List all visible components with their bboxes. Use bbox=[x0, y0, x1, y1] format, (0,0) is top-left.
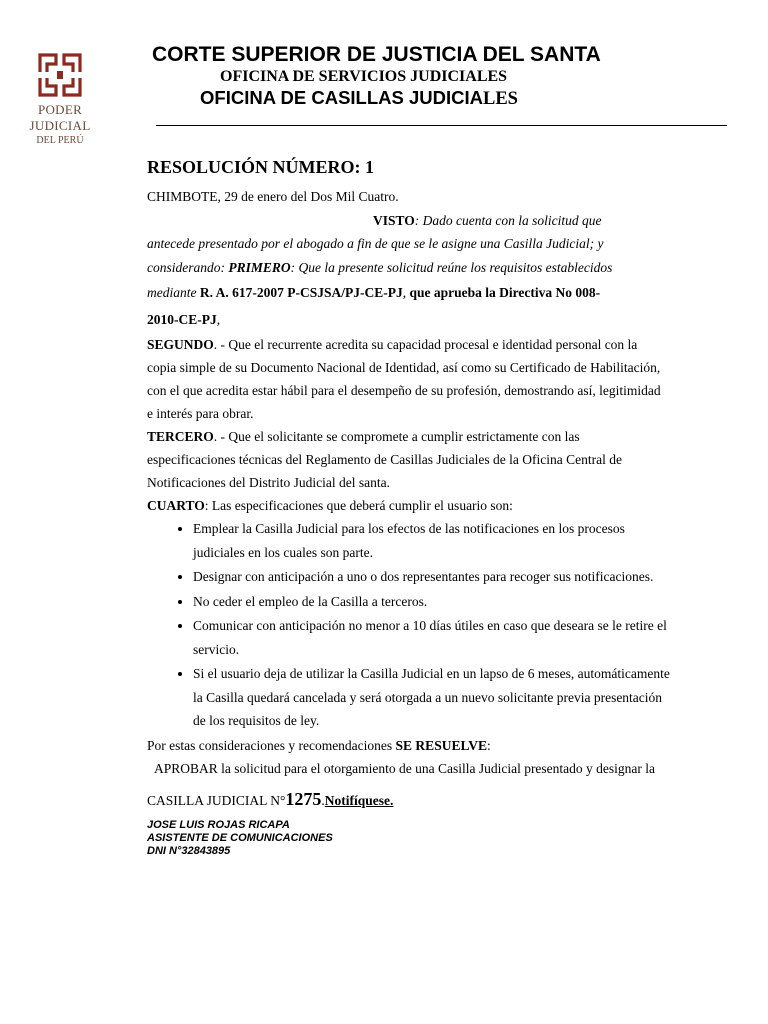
list-item-line: Designar con anticipación a uno o dos representantes para recoger sus notificaciones. bbox=[193, 569, 654, 584]
primero-label: PRIMERO bbox=[228, 259, 291, 275]
directiva-comma: , bbox=[216, 312, 221, 327]
list-item bbox=[193, 662, 702, 733]
segundo-line-1: . - Que el recurrente acredita su capacidad procesal e identidad personal con la bbox=[213, 337, 638, 352]
directiva-end-line bbox=[147, 306, 702, 333]
tercero-line-1: . - Que el solicitante se compromete a cumplir estrictamente con las bbox=[213, 429, 580, 444]
list-item bbox=[193, 517, 702, 564]
directiva-end: 2010-CE-PJ bbox=[147, 312, 217, 327]
resolution-body bbox=[147, 155, 702, 858]
antecede-line: antecede presentado por el abogado a fin de que se le asigne una Casilla Judicial; y bbox=[147, 236, 604, 251]
resolution-title: RESOLUCIÓN NÚMERO: 1 bbox=[147, 157, 375, 177]
segundo-line-3: con el que acredita estar hábil para el desempeño de su profesión, demostrando así, legitimidad bbox=[147, 383, 661, 398]
unit-heading-main: OFICINA DE CASILLAS JUDICIA bbox=[200, 87, 483, 108]
signer-position: ASISTENTE DE COMUNICACIONES bbox=[147, 832, 333, 844]
segundo-paragraph bbox=[147, 333, 702, 425]
visto-text: : Dado cuenta con la solicitud que bbox=[414, 212, 602, 228]
notifiquese: Notifíquese. bbox=[324, 793, 394, 808]
place-date: CHIMBOTE, 29 de enero del Dos Mil Cuatro. bbox=[147, 189, 399, 204]
primero-text: : Que la presente solicitud reúne los requisitos establecidos bbox=[290, 259, 613, 275]
casilla-label: CASILLA JUDICIAL N° bbox=[147, 793, 286, 808]
cuarto-line bbox=[147, 494, 702, 517]
aprobar-line: APROBAR la solicitud para el otorgamiento de una Casilla Judicial presentado y designar la bbox=[154, 760, 656, 776]
list-item-line: de los requisitos de ley. bbox=[193, 713, 320, 728]
mediante-text: mediante bbox=[147, 285, 200, 300]
visto-label: VISTO bbox=[373, 212, 415, 228]
list-item-line: Comunicar con anticipación no menor a 10 días útiles en caso que deseara se le retire el bbox=[193, 618, 667, 633]
considerando-text: considerando: bbox=[147, 259, 229, 275]
signer-name: JOSE LUIS ROJAS RICAPA bbox=[147, 819, 290, 831]
unit-heading bbox=[200, 87, 518, 110]
cuarto-label: CUARTO bbox=[147, 498, 205, 513]
office-heading: OFICINA DE SERVICIOS JUDICIALES bbox=[220, 68, 508, 85]
logo-name: PODER JUDICIAL bbox=[29, 102, 91, 133]
poder-judicial-logo bbox=[6, 52, 114, 146]
list-item-line: la Casilla quedará cancelada y será otorgada a un nuevo solicitante previa presentación bbox=[193, 689, 663, 705]
list-item bbox=[193, 614, 702, 661]
se-resuelve: SE RESUELVE bbox=[395, 737, 487, 753]
signer-dni: DNI N°32843895 bbox=[147, 845, 231, 857]
ra-reference: R. A. 617-2007 P-CSJSA/PJ-CE-PJ bbox=[199, 285, 403, 300]
list-item-line: Emplear la Casilla Judicial para los efectos de las notificaciones en los procesos bbox=[193, 521, 625, 536]
tercero-label: TERCERO bbox=[147, 429, 214, 444]
court-heading: CORTE SUPERIOR DE JUSTICIA DEL SANTA bbox=[152, 43, 601, 66]
tercero-line-2: especificaciones técnicas del Reglamento de Casillas Judiciales de la Oficina Central de bbox=[147, 452, 622, 467]
mediante-line bbox=[147, 279, 702, 306]
unit-heading-tail: LES bbox=[483, 89, 518, 109]
list-item-line: Si el usuario deja de utilizar la Casilla Judicial en un lapso de 6 meses, automáticamente bbox=[193, 666, 670, 681]
ra-comma: , bbox=[402, 285, 410, 300]
casilla-dot: . bbox=[321, 793, 325, 808]
poder-judicial-emblem-icon bbox=[37, 52, 83, 98]
signature-block bbox=[147, 819, 702, 858]
list-item-line: judiciales en los cuales son parte. bbox=[193, 544, 373, 560]
se-resuelve-colon: : bbox=[486, 737, 491, 753]
segundo-line-4: e interés para obrar. bbox=[147, 406, 254, 421]
requirements-list bbox=[147, 517, 702, 733]
por-estas-line bbox=[147, 734, 702, 757]
list-item bbox=[193, 565, 702, 589]
casilla-line bbox=[147, 787, 702, 813]
logo-subtitle: DEL PERÚ bbox=[36, 135, 84, 146]
tercero-line-3: Notificaciones del Distrito Judicial del santa. bbox=[147, 475, 390, 490]
list-item-line: servicio. bbox=[193, 641, 240, 657]
primero-line bbox=[147, 256, 702, 280]
por-estas-text: Por estas consideraciones y recomendaciones bbox=[147, 737, 396, 753]
list-item-line: No ceder el empleo de la Casilla a terceros. bbox=[193, 593, 428, 609]
segundo-label: SEGUNDO bbox=[147, 337, 214, 352]
cuarto-text: : Las especificaciones que deberá cumplir el usuario son: bbox=[204, 498, 513, 513]
casilla-number: 1275 bbox=[285, 789, 322, 809]
list-item bbox=[193, 590, 702, 614]
tercero-paragraph bbox=[147, 425, 702, 494]
visto-line bbox=[147, 209, 702, 233]
segundo-line-2: copia simple de su Documento Nacional de Identidad, así como su Certificado de Habilitación, bbox=[147, 360, 661, 375]
header-divider bbox=[156, 125, 727, 126]
directiva-reference: que aprueba la Directiva No 008- bbox=[409, 285, 601, 300]
